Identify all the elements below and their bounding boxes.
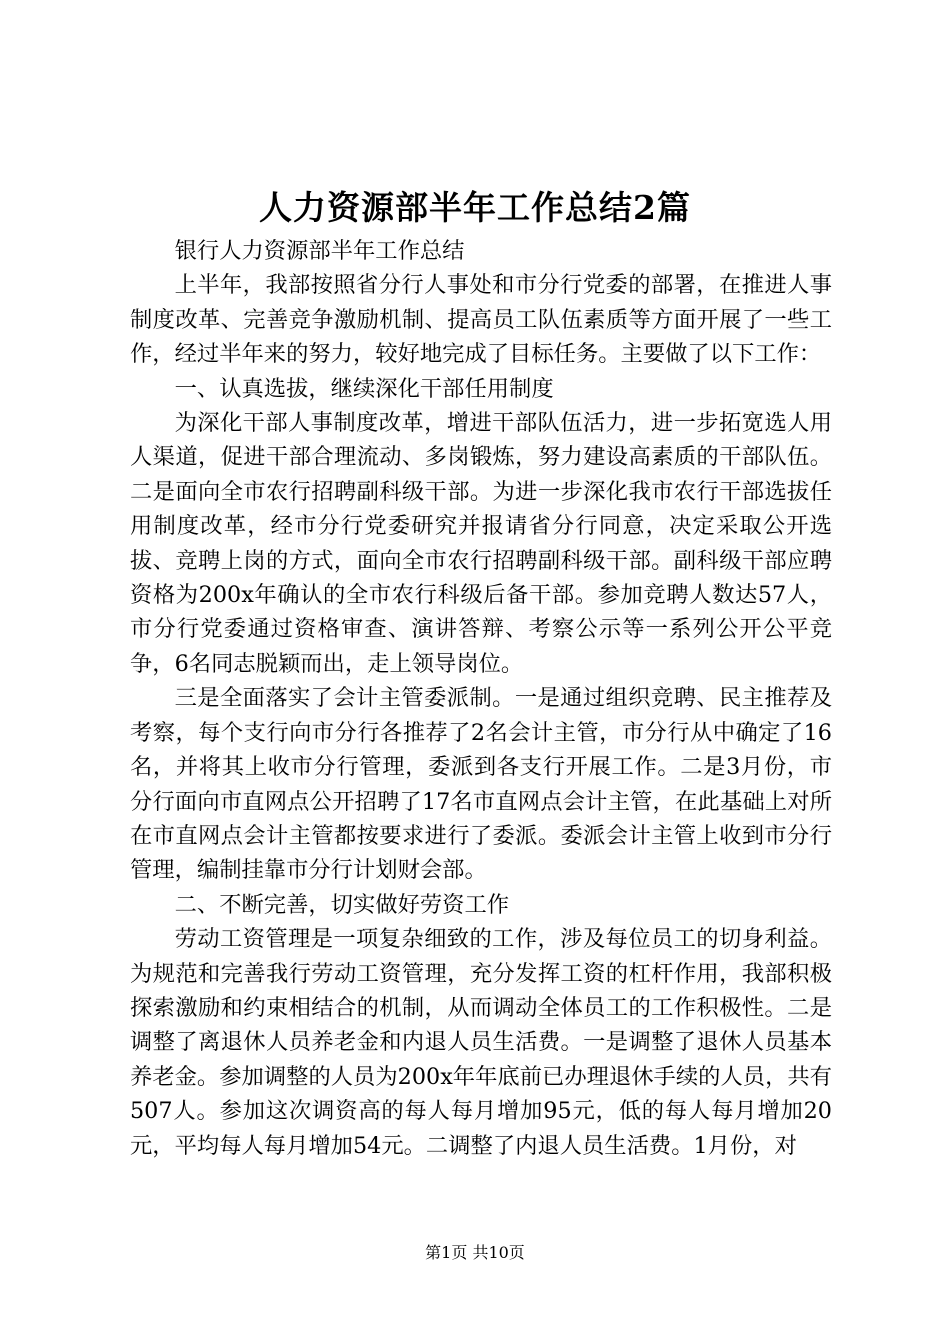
paragraph: 三是全面落实了会计主管委派制。一是通过组织竞聘、民主推荐及考察，每个支行向市分行各推荐了2名会计主管，市分行从中确定了16名，并将其上收市分行管理，委派到各支行开展工作。二是3月份，市分行面向市直网点公开招聘了17名市直网点会计主管，在此基础上对所在市直网点会计主管都按要求进行了委派。委派会计主管上收到市分行管理，编制挂靠市分行计划财会部。	[130, 685, 832, 884]
paragraph: 上半年，我部按照省分行人事处和市分行党委的部署，在推进人事制度改革、完善竞争激励机制、提高员工队伍素质等方面开展了一些工作，经过半年来的努力，较好地完成了目标任务。主要做了以下工作：	[130, 272, 832, 368]
paragraph: 为深化干部人事制度改革，增进干部队伍活力，进一步拓宽选人用人渠道，促进干部合理流动、多岗锻炼，努力建设高素质的干部队伍。二是面向全市农行招聘副科级干部。为进一步深化我市农行干部选拔任用制度改革，经市分行党委研究并报请省分行同意，决定采取公开选拔、竞聘上岗的方式，面向全市农行招聘副科级干部。副科级干部应聘资格为200x年确认的全市农行科级后备干部。参加竞聘人数达57人，市分行党委通过资格审查、演讲答辩、考察公示等一系列公开公平竞争，6名同志脱颖而出，走上领导岗位。	[130, 410, 832, 677]
page-footer: 第1页 共10页	[425, 1243, 525, 1262]
section-heading: 二、不断完善，切实做好劳资工作	[174, 891, 510, 918]
document-title: 人力资源部半年工作总结2篇	[259, 188, 691, 227]
section-heading: 一、认真选拔，继续深化干部任用制度	[174, 375, 554, 402]
document-body	[130, 234, 832, 1163]
paragraph: 劳动工资管理是一项复杂细致的工作，涉及每位员工的切身利益。为规范和完善我行劳动工资管理，充分发挥工资的杠杆作用，我部积极探索激励和约束相结合的机制，从而调动全体员工的工作积极性。二是调整了离退休人员养老金和内退人员生活费。一是调整了退休人员基本养老金。参加调整的人员为200x年年底前已办理退休手续的人员，共有507人。参加这次调资高的每人每月增加95元，低的每人每月增加20元，平均每人每月增加54元。二调整了内退人员生活费。1月份，对	[130, 926, 832, 1159]
document-subtitle: 银行人力资源部半年工作总结	[174, 238, 465, 264]
